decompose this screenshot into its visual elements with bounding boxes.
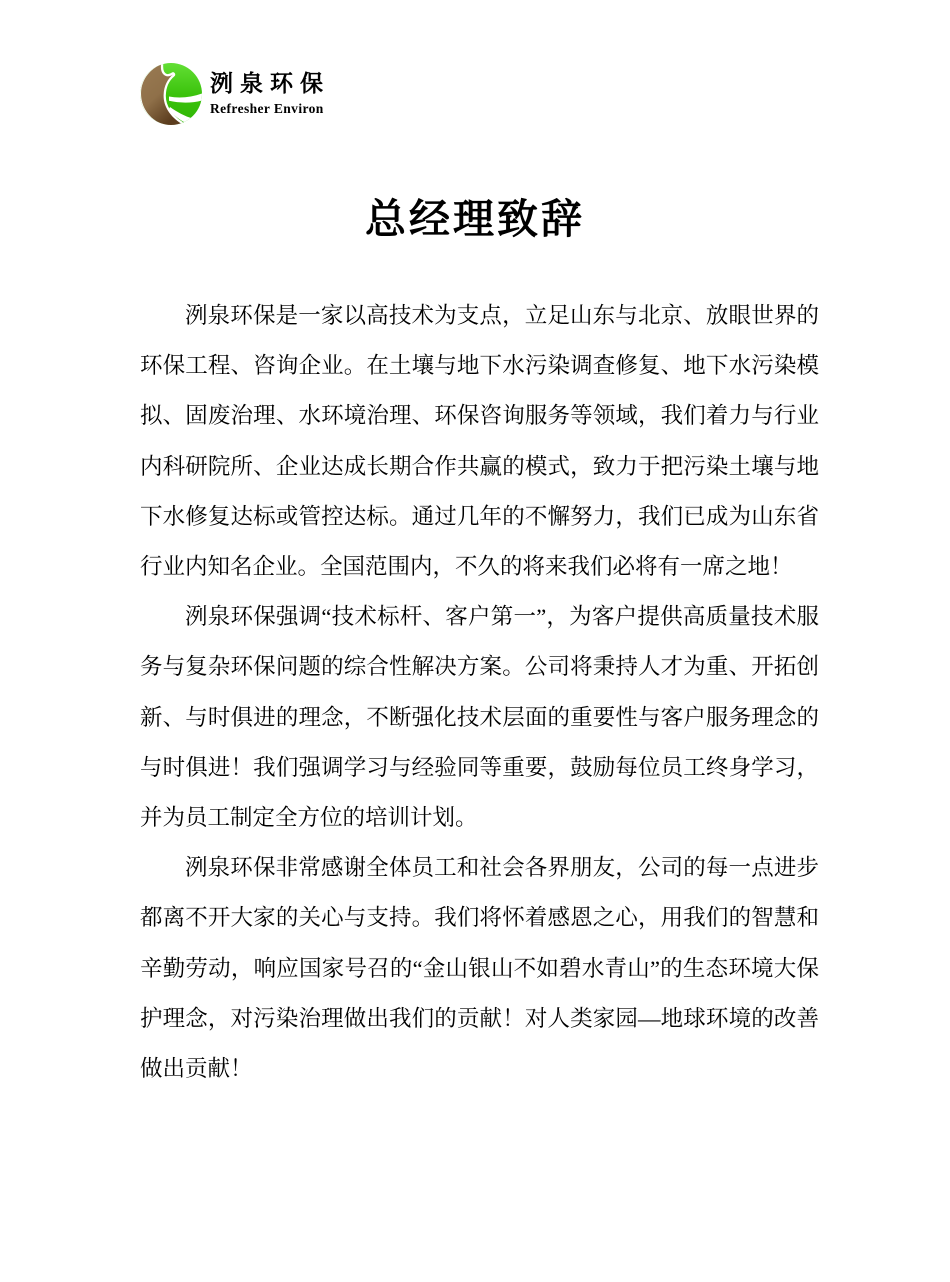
company-name-en: Refresher Environ [210,101,324,117]
document-body [140,291,819,1094]
company-name-zh: 洌泉环保 [210,70,330,96]
paragraph-company-intro: 洌泉环保是一家以高技术为支点，立足山东与北京、放眼世界的环保工程、咨询企业。在土壤与地下水污染调查修复、地下水污染模拟、固废治理、水环境治理、环保咨询服务等领域，我们着力与行业内科研院所、企业达成长期合作共赢的模式，致力于把污染土壤与地下水修复达标或管控达标。通过几年的不懈努力，我们已成为山东省行业内知名企业。全国范围内，不久的将来我们必将有一席之地！ [140,303,819,580]
page-title: 总经理致辞 [365,196,585,242]
company-logo-icon [139,62,203,126]
company-logo [139,62,330,126]
company-logo-text [210,62,330,117]
paragraph-company-values: 洌泉环保强调“技术标杆、客户第一”，为客户提供高质量技术服务与复杂环保问题的综合性解决方案。公司将秉持人才为重、开拓创新、与时俱进的理念，不断强化技术层面的重要性与客户服务理念的与时俱进！我们强调学习与经验同等重要，鼓励每位员工终身学习，并为员工制定全方位的培训计划。 [140,604,819,831]
paragraph-company-thanks: 洌泉环保非常感谢全体员工和社会各界朋友，公司的每一点进步都离不开大家的关心与支持。我们将怀着感恩之心，用我们的智慧和辛勤劳动，响应国家号召的“金山银山不如碧水青山”的生态环境大保护理念，对污染治理做出我们的贡献！对人类家园—地球环境的改善做出贡献！ [140,855,819,1082]
